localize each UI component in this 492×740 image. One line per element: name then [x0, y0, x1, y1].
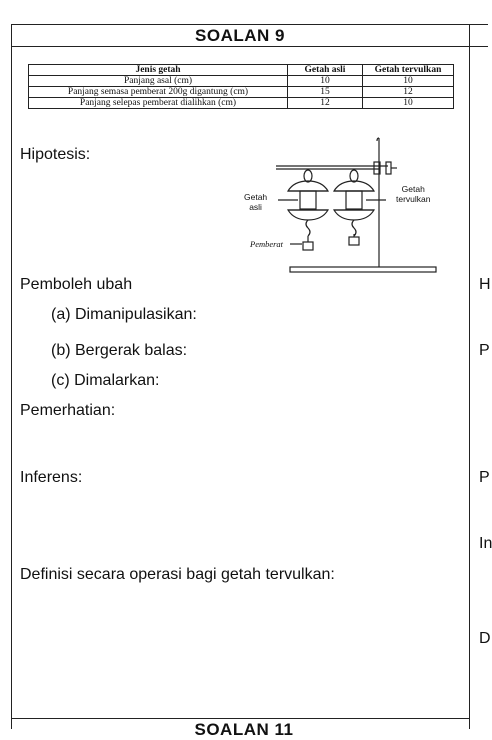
right-column-letter: P [479, 342, 490, 359]
label-pemerhatian: Pemerhatian: [20, 402, 116, 419]
table-cell: 10 [363, 98, 454, 109]
table-header: Getah tervulkan [363, 65, 454, 76]
apparatus-figure [236, 136, 454, 278]
table-cell: Panjang asal (cm) [29, 76, 288, 87]
next-question-title: SOALAN 11 [194, 720, 294, 739]
column-divider [469, 24, 470, 729]
question-title: SOALAN 9 [195, 26, 285, 45]
label-getah-asli-line1: Getah [244, 192, 268, 202]
right-column-letter: P [479, 469, 490, 486]
bottom-divider [11, 718, 469, 719]
label-dimalarkan: (c) Dimalarkan: [51, 372, 160, 389]
table-row [29, 87, 454, 98]
table-header-row [29, 65, 454, 76]
label-getah-asli-line2: asli [249, 202, 262, 212]
label-getah-tervulkan [396, 184, 431, 204]
right-column-letter: In [479, 535, 492, 552]
table-cell: 15 [288, 87, 363, 98]
label-getah-tervulkan-line2: tervulkan [396, 194, 431, 204]
header-divider [11, 46, 488, 47]
label-bergerak-balas: (b) Bergerak balas: [51, 342, 188, 359]
table-cell: 12 [363, 87, 454, 98]
table-header: Getah asli [288, 65, 363, 76]
table-cell: 10 [363, 76, 454, 87]
table-header: Jenis getah [29, 65, 288, 76]
table-cell: 10 [288, 76, 363, 87]
label-pemberat: Pemberat [250, 239, 284, 249]
apparatus-diagram [236, 136, 454, 278]
table-cell: 12 [288, 98, 363, 109]
table-cell: Panjang selepas pemberat dialihkan (cm) [29, 98, 288, 109]
table-cell: Panjang semasa pemberat 200g digantung (cm) [29, 87, 288, 98]
label-inferens: Inferens: [20, 469, 83, 486]
label-getah-asli [244, 192, 267, 212]
table-row [29, 98, 454, 109]
right-column-letter: D [479, 630, 491, 647]
label-definisi: Definisi secara operasi bagi getah tervulkan: [20, 566, 335, 583]
label-getah-tervulkan-line1: Getah [401, 184, 425, 194]
right-column-letter: H [479, 276, 491, 293]
label-pemboleh-ubah: Pemboleh ubah [20, 276, 133, 293]
table-row [29, 76, 454, 87]
data-table [28, 64, 454, 109]
label-dimanipulasikan: (a) Dimanipulasikan: [51, 306, 197, 323]
label-hipotesis: Hipotesis: [20, 146, 91, 163]
